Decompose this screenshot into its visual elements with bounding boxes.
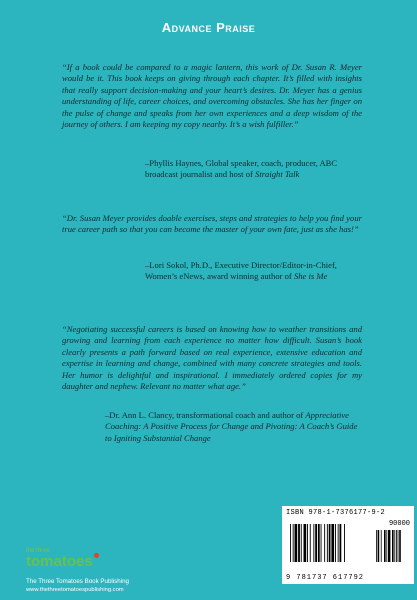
praise-quote-1: “If a book could be compared to a magic lantern, this work of Dr. Susan R. Meyer would be it. This book keeps on giving through each chapter. It’s filled with insights that really support decision-making and your heart’s desires. Dr. Meyer has a genius understanding of life, career choices, and overcoming obstacles. She has her finger on the pulse of change and speaks from her own experiences and a deep wisdom of the journey of others. I am keeping my copy nearby. It’s a wish fulfiller.” [62, 62, 362, 130]
barcode-bar [301, 524, 302, 562]
barcode-bar [394, 530, 395, 562]
barcode-bar [290, 524, 291, 562]
isbn-text: ISBN 978-1-7376177-9-2 [286, 509, 386, 517]
attribution-title: Straight Talk [255, 169, 300, 180]
barcode-bar [313, 524, 314, 562]
barcode-bar [324, 524, 325, 562]
barcode-bar [329, 524, 331, 562]
barcode-bar [304, 524, 307, 562]
praise-quote-3: “Negotiating successful careers is based on knowing how to weather transitions and growing and learning from each experience no matter how difficult. Susan’s book clearly presents a path forward based on real experience, extensive education and expertise in learning and change, combined with many concrete strategies and tools. Her humor is delightful and inspirational. I immediately ordered copies for my daughter and nephew. Relevant no matter what age.” [62, 324, 362, 392]
barcode-bars [288, 520, 408, 572]
attribution-title: She is Me [293, 271, 328, 282]
barcode-bar [298, 524, 300, 562]
page-heading: Advance Praise [161, 20, 256, 35]
attribution-title: Appreciative Coaching: A Positive Process for Change and Pivoting: A Coach’s Guide to Igniting Substantial Change [105, 410, 358, 443]
barcode-number: 9 781737 617792 [286, 574, 365, 582]
barcode-bar [386, 530, 387, 562]
tomato-icon [94, 553, 99, 558]
barcode-bar [338, 524, 339, 562]
barcode-bar [384, 530, 386, 562]
barcode-bar [307, 524, 308, 562]
barcode-bar [335, 524, 336, 562]
barcode-bar [388, 530, 390, 562]
barcode-bar [321, 524, 322, 562]
barcode-bar [398, 530, 399, 562]
barcode-bar [310, 524, 311, 562]
praise-attribution-2 [145, 260, 365, 283]
barcode-bar [331, 524, 334, 562]
barcode-bar [381, 530, 382, 562]
barcode-bar [340, 524, 342, 562]
attribution-text: –Dr. Ann L. Clancy, transformational coach and author of [105, 410, 306, 420]
praise-attribution-1 [145, 158, 365, 181]
barcode-bar [376, 530, 377, 562]
barcode-bar [295, 524, 298, 562]
praise-quote-2: “Dr. Susan Meyer provides doable exercises, steps and strategies to help you find your true career path so that you can become the master of your own fate, just as she has!” [62, 213, 362, 235]
attribution-text: –Lori Sokol, Ph.D., Executive Director/Editor-in-Chief, Women’s eNews, award winning author of [145, 260, 337, 282]
barcode-bar [378, 530, 380, 562]
attribution-text: –Phyllis Haynes, Global speaker, coach, producer, ABC broadcast journalist and host of [145, 158, 338, 180]
isbn-barcode [282, 506, 414, 584]
logo-word: tomatoes [26, 553, 93, 570]
barcode-bar [327, 524, 328, 562]
barcode-bar [344, 524, 345, 562]
price-code: 90000 [388, 520, 410, 528]
barcode-bar [396, 530, 397, 562]
praise-attribution-3 [105, 410, 365, 444]
barcode-bar [318, 524, 320, 562]
barcode-bar [315, 524, 317, 562]
publisher-url: www.thethreetomatoespublishing.com [26, 587, 124, 593]
logo-small-text: the three [26, 548, 50, 554]
barcode-bar [293, 524, 294, 562]
logo-big-text [26, 553, 99, 570]
barcode-bar [399, 530, 401, 562]
publisher-name: The Three Tomatoes Book Publishing [26, 578, 129, 585]
barcode-bar [392, 530, 394, 562]
